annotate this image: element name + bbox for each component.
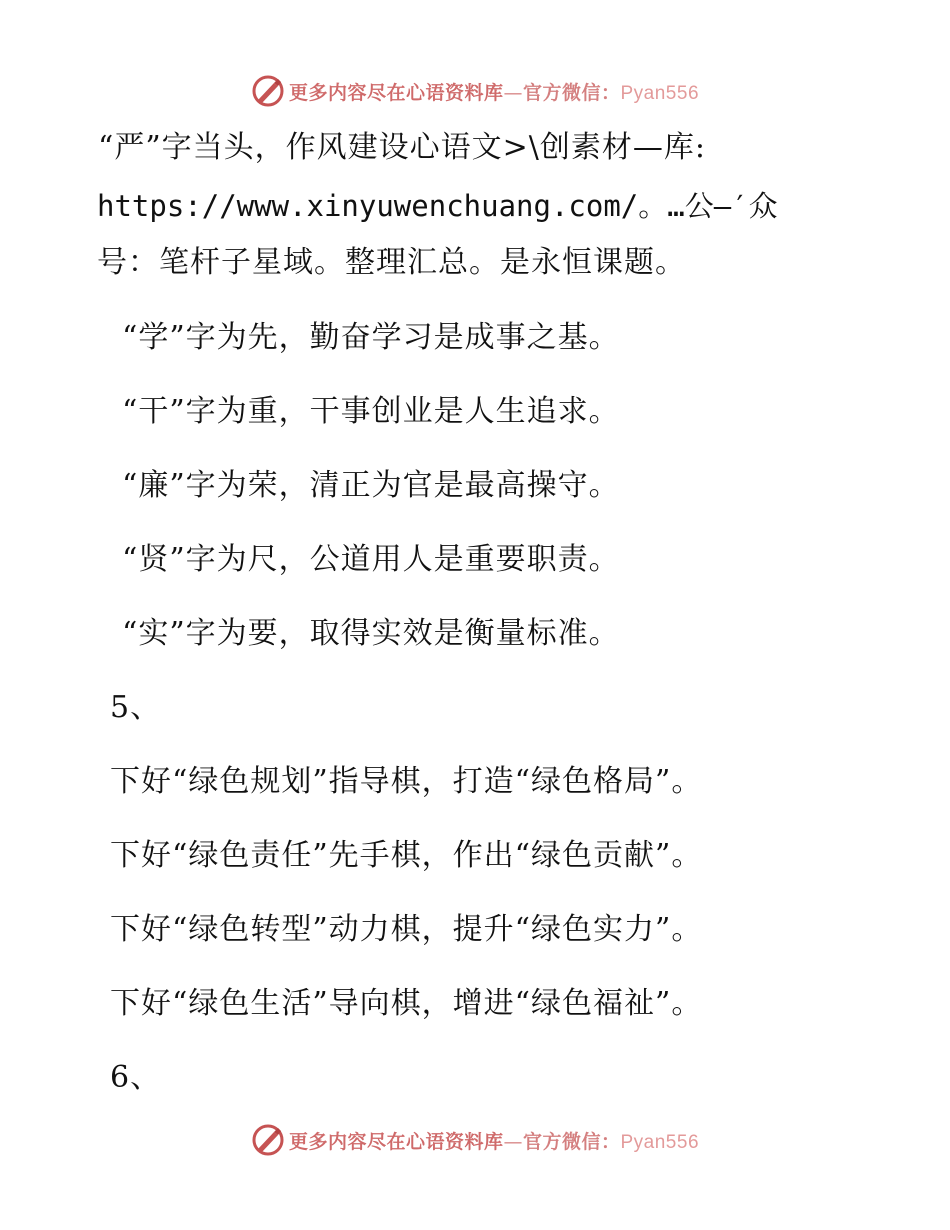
text-line-12: 下好“绿色转型”动力棋，提升“绿色实力”。: [110, 912, 703, 947]
header-banner: [0, 71, 950, 111]
footer-wechat-id: Pyan556: [620, 1131, 700, 1153]
section-number-5: 5、: [110, 690, 162, 725]
pen-logo-icon: [251, 74, 285, 108]
header-wechat-label: 官方微信：: [522, 81, 621, 104]
text-line-3: 号：笔杆子星域。整理汇总。是永恒课题。: [97, 245, 686, 280]
text-line-5: “干”字为重，干事创业是人生追求。: [122, 394, 620, 429]
text-line-6: “廉”字为荣，清正为官是最高操守。: [122, 468, 620, 503]
text-line-2: https://www.xinyuwenchuang.com/。…公—′众: [97, 189, 778, 223]
header-dash: —: [503, 81, 523, 104]
footer-promo-text: [289, 1127, 699, 1154]
header-wechat-id: Pyan556: [620, 82, 700, 104]
header-promo-text: [289, 78, 699, 105]
footer-wechat-label: 官方微信：: [522, 1130, 621, 1153]
text-line-11: 下好“绿色责任”先手棋，作出“绿色贡献”。: [110, 838, 703, 873]
text-line-7: “贤”字为尺，公道用人是重要职责。: [122, 542, 620, 577]
text-line-4: “学”字为先，勤奋学习是成事之基。: [122, 320, 620, 355]
footer-promo: 更多内容尽在心语资料库: [288, 1130, 504, 1153]
footer-dash: —: [503, 1130, 523, 1153]
text-line-10: 下好“绿色规划”指导棋，打造“绿色格局”。: [110, 764, 703, 799]
header-promo: 更多内容尽在心语资料库: [288, 81, 504, 104]
text-line-8: “实”字为要，取得实效是衡量标准。: [122, 616, 620, 651]
section-number-6: 6、: [110, 1060, 162, 1095]
pen-logo-icon: [251, 1123, 285, 1157]
footer-banner: [0, 1120, 950, 1160]
text-line-13: 下好“绿色生活”导向棋，增进“绿色福祉”。: [110, 986, 703, 1021]
text-line-1: “严”字当头，作风建设心语文>\创素材—库:: [98, 130, 707, 165]
